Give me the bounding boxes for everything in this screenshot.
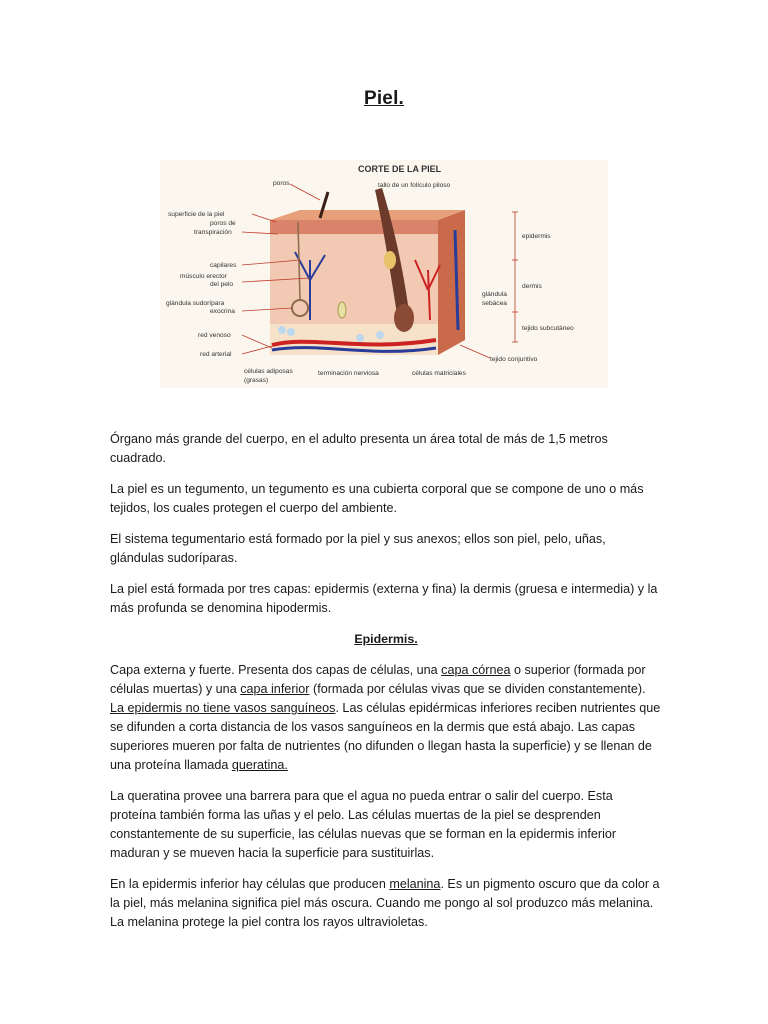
label-celulas-matriciales: células matriciales (412, 370, 466, 377)
label-terminacion: terminación nerviosa (318, 370, 379, 377)
skin-top-face (270, 210, 465, 220)
label-tallo: tallo de un folículo piloso (378, 182, 451, 189)
paragraph-4: La piel está formada por tres capas: epidermis (externa y fina) la dermis (gruesa e intermedia) y la más profunda se denomina hipodermis. (110, 582, 658, 615)
skin-cross-section-figure (160, 160, 608, 388)
text-run: . Las células epidérmicas inferiores reciben nutrientes que se difunden a corta distancia de los vasos sanguíneos en la dermis que está abajo. Las capas superiores mueren por falta de nutrientes (no difunden o llegan hasta la superficie) y se llenan de una proteína llamada (110, 701, 661, 772)
paragraph-7 (110, 875, 662, 932)
underlined-term-capa-inferior: capa inferior (240, 682, 310, 696)
document-body (110, 430, 662, 944)
paragraph-6: La queratina provee una barrera para que el agua no pueda entrar o salir del cuerpo. Esta proteína también forma las uñas y el pelo. Las células muertas de la piel se desprenden constantemente de su superficie, las células nuevas que se forman en la epidermis inferior maduran y se mueven hacia la superficie para sustituirlas. (110, 789, 617, 860)
hair-bulb (394, 304, 414, 332)
underlined-term-no-vasos: La epidermis no tiene vasos sanguíneos (110, 701, 336, 715)
label-tejido-subcutaneo: tejido subcutáneo (522, 325, 574, 332)
label-epidermis: epidermis (522, 233, 551, 240)
fat-cell (356, 334, 364, 342)
fat-cell (278, 326, 286, 334)
label-glandula-sud-2: exocrina (210, 308, 235, 315)
sebaceous-gland (384, 251, 396, 269)
text-run: Capa externa y fuerte. Presenta dos capas de células, una (110, 663, 442, 677)
paragraph-5 (110, 661, 662, 775)
label-glandula-seb-2: sebácea (482, 300, 507, 307)
label-celulas-adiposas-1: células adiposas (244, 368, 293, 375)
label-dermis: dermis (522, 283, 542, 290)
underlined-term-capa-cornea: capa córnea (441, 663, 511, 677)
paragraph-1: Órgano más grande del cuerpo, en el adulto presenta un área total de más de 1,5 metros cuadrado. (110, 432, 608, 465)
text-run: o superior (formada por células muertas) y una (110, 663, 646, 696)
label-glandula-seb-1: glándula (482, 291, 507, 298)
skin-right-face (438, 210, 465, 355)
label-poros-transp-2: transpiración (194, 229, 232, 236)
label-musculo-1: músculo erector (180, 273, 227, 280)
paragraph-2: La piel es un tegumento, un tegumento es una cubierta corporal que se compone de uno o más tejidos, los cuales protegen el cuerpo del ambiente. (110, 482, 644, 515)
label-poros-transp-1: poros de (210, 220, 236, 227)
label-celulas-adiposas-2: (grasas) (244, 377, 269, 384)
underlined-term-melanina: melanina (389, 877, 441, 891)
nerve-ending (338, 302, 346, 318)
label-red-arterial: red arterial (200, 351, 232, 358)
fat-cell (376, 331, 384, 339)
text-run: En la epidermis inferior hay células que producen (110, 877, 390, 891)
text-run: . Es un pigmento oscuro que da color a la piel, más melanina significa piel más oscura. Cuando me pongo al sol produzco más melanina. La melanina protege la piel contra los rayos ultravioletas. (110, 877, 660, 929)
epidermis-layer (270, 220, 438, 234)
label-capilares: capilares (210, 262, 237, 269)
label-glandula-sud-1: glándula sudorípara (166, 300, 225, 307)
label-poros: poros (273, 180, 290, 187)
label-superficie: superficie de la piel (168, 211, 225, 218)
paragraph-3: El sistema tegumentario está formado por la piel y sus anexos; ellos son piel, pelo, uñas, glándulas sudoríparas. (110, 532, 606, 565)
page-title: Piel. (363, 88, 405, 109)
text-run: (formada por células vivas que se dividen constantemente). (309, 682, 646, 696)
label-red-venoso: red venoso (198, 332, 231, 339)
underlined-term-queratina: queratina. (231, 758, 288, 772)
fat-cell (287, 328, 295, 336)
section-heading-epidermis: Epidermis. (354, 632, 418, 646)
figure-heading: CORTE DE LA PIEL (358, 164, 442, 174)
skin-diagram (160, 160, 608, 388)
label-tejido-conjuntivo: tejido conjuntivo (490, 356, 538, 363)
layer-bracket (512, 212, 518, 342)
label-musculo-2: del pelo (210, 281, 234, 288)
